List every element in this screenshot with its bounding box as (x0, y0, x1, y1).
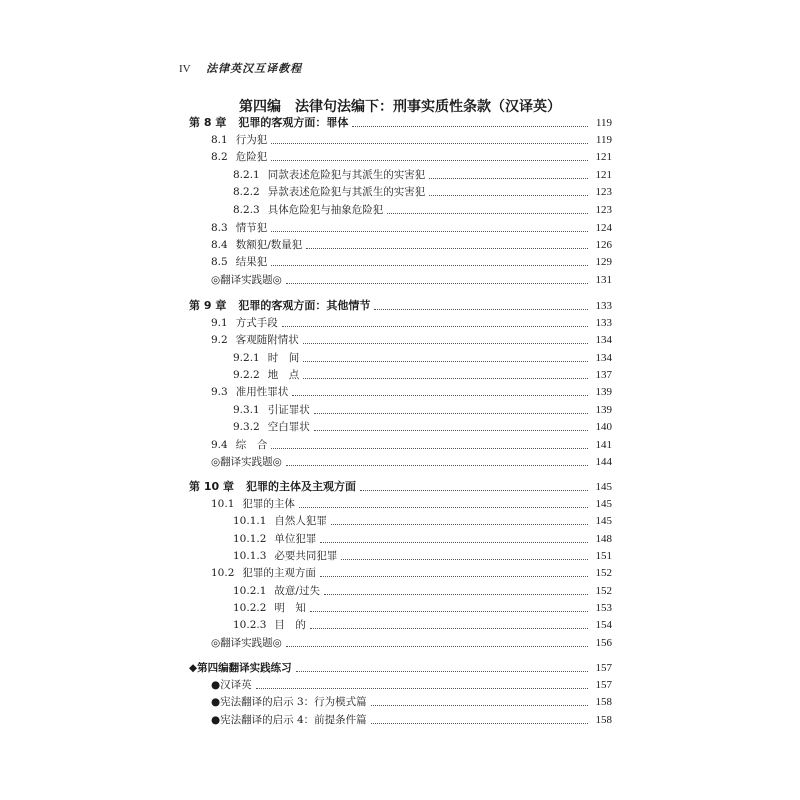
toc-entry-row (233, 419, 612, 435)
toc-entry-title: ●宪法翻译的启示 3：行为模式篇 (211, 696, 367, 708)
toc-entry-number: 第 8 章 (189, 116, 227, 129)
toc-entry-title: 单位犯罪 (274, 533, 317, 545)
toc-entry-row (233, 167, 612, 183)
toc-entry-page: 148 (595, 533, 612, 545)
toc-entry-page: 123 (595, 204, 612, 216)
dot-leader (296, 670, 588, 672)
toc-entry-page: 134 (595, 352, 612, 364)
toc-entry-number: 8.2 (211, 151, 228, 163)
toc-entry-title: 客观随附情状 (235, 334, 299, 346)
toc-entry-row (233, 350, 612, 366)
dot-leader (286, 645, 588, 647)
toc-entry-title: 必要共同犯罪 (274, 550, 338, 562)
toc-entry-row (233, 513, 612, 529)
toc-entry-title: 犯罪的客观方面：罪体 (238, 116, 349, 129)
toc-entry-number: 8.5 (211, 256, 228, 268)
dot-leader (271, 447, 588, 449)
toc-entry-title: 地 点 (267, 369, 300, 381)
toc-entry-title: 数额犯/数量犯 (235, 239, 303, 251)
toc-entry-number: 10.2.3 (233, 619, 267, 631)
toc-entry-row (211, 332, 612, 348)
toc-chapter-row (189, 115, 612, 131)
toc-entry-row (211, 132, 612, 148)
toc-entry-page: 126 (595, 239, 612, 251)
toc-part-row (189, 660, 612, 676)
toc-entry-title: 明 知 (274, 602, 306, 614)
toc-entry-title: ●宪法翻译的启示 4：前提条件篇 (211, 714, 367, 726)
toc-entry-page: 129 (595, 256, 612, 268)
toc-entry-title: 异款表述危险犯与其派生的实害犯 (267, 186, 426, 198)
dot-leader (320, 575, 588, 577)
toc-entry-number: 10.2 (211, 567, 235, 579)
toc-entry-title: 危险犯 (235, 151, 268, 163)
toc-entry-row (233, 531, 612, 547)
toc-entry-title: 犯罪的客观方面：其他情节 (238, 299, 371, 312)
toc-entry-page: 154 (595, 619, 612, 631)
dot-leader (371, 704, 588, 706)
toc-chapter-row (189, 479, 612, 495)
toc-entry-title: 自然人犯罪 (274, 515, 327, 527)
toc-entry-page: 157 (595, 662, 612, 674)
toc-entry-number: 第 9 章 (189, 299, 227, 312)
toc-entry-page: 133 (595, 317, 612, 329)
toc-entry-number: 9.3.1 (233, 404, 260, 416)
toc-entry-page: 134 (595, 334, 612, 346)
dot-leader (387, 212, 588, 214)
toc-entry-number: 10.2.2 (233, 602, 267, 614)
part-title: 第四编 法律句法编下：刑事实质性条款（汉译英） (239, 99, 561, 115)
running-head-page-number: IV (179, 63, 191, 75)
toc-entry-row (211, 677, 612, 693)
toc-entry-page: 131 (595, 274, 612, 286)
toc-entry-page: 139 (595, 404, 612, 416)
toc-entry-row (211, 220, 612, 236)
toc-entry-title: 犯罪的主观方面 (242, 567, 316, 579)
toc-entry-page: 158 (595, 696, 612, 708)
toc-entry-page: 158 (595, 714, 612, 726)
toc-entry-page: 119 (595, 117, 612, 129)
toc-entry-number: 10.1.2 (233, 533, 267, 545)
toc-entry-page: 145 (595, 481, 612, 493)
toc-entry-page: 152 (595, 567, 612, 579)
dot-leader (303, 377, 588, 379)
toc-entry-title: 犯罪的主体及主观方面 (245, 480, 356, 493)
toc-entry-title: ◎翻译实践题◎ (211, 456, 282, 468)
toc-entry-title: 情节犯 (235, 222, 268, 234)
dot-leader (303, 360, 588, 362)
toc-entry-row (211, 635, 612, 651)
toc-entry-page: 133 (595, 300, 612, 312)
toc-entry-row (233, 367, 612, 383)
toc-entry-number: 10.1 (211, 498, 235, 510)
toc-entry-page: 140 (595, 421, 612, 433)
toc-entry-title: 准用性罪状 (235, 386, 289, 398)
dot-leader (374, 308, 588, 310)
dot-leader (360, 489, 588, 491)
dot-leader (271, 142, 588, 144)
dot-leader (286, 282, 588, 284)
toc-entry-number: 8.2.3 (233, 204, 260, 216)
toc-entry-page: 121 (595, 151, 612, 163)
dot-leader (429, 177, 588, 179)
toc-entry-row (211, 384, 612, 400)
toc-entry-title: 结果犯 (235, 256, 268, 268)
toc-entry-number: 10.1.1 (233, 515, 267, 527)
toc-entry-row (211, 454, 612, 470)
toc-entry-row (211, 694, 612, 710)
dot-leader (292, 394, 588, 396)
toc-entry-row (211, 237, 612, 253)
dot-leader (271, 264, 588, 266)
toc-entry-page: 157 (595, 679, 612, 691)
toc-entry-page: 119 (595, 134, 612, 146)
dot-leader (341, 558, 588, 560)
toc-entry-page: 156 (595, 637, 612, 649)
toc-entry-title: ●汉译英 (211, 679, 252, 691)
toc-entry-page: 153 (595, 602, 612, 614)
dot-leader (303, 342, 588, 344)
toc-entry-number: 10.2.1 (233, 585, 267, 597)
toc-entry-number: 9.2.2 (233, 369, 260, 381)
toc-entry-title: 犯罪的主体 (242, 498, 295, 510)
dot-leader (371, 722, 588, 724)
toc-entry-title: 同款表述危险犯与其派生的实害犯 (267, 169, 426, 181)
toc-entry-row (211, 254, 612, 270)
toc-entry-row (211, 712, 612, 728)
toc-entry-title: 空白罪状 (267, 421, 310, 433)
toc-entry-row (211, 565, 612, 581)
dot-leader (306, 247, 588, 249)
toc-entry-title: 具体危险犯与抽象危险犯 (267, 204, 384, 216)
toc-entry-row (233, 600, 612, 616)
toc-entry-number: 第 10 章 (189, 480, 234, 493)
dot-leader (299, 506, 588, 508)
dot-leader (271, 230, 588, 232)
toc-entry-row (211, 496, 612, 512)
toc-entry-row (211, 149, 612, 165)
dot-leader (282, 325, 588, 327)
dot-leader (314, 412, 588, 414)
toc-entry-title: 时 间 (267, 352, 300, 364)
toc-entry-row (233, 583, 612, 599)
toc-entry-number: 9.2 (211, 334, 228, 346)
toc-entry-row (233, 548, 612, 564)
toc-entry-row (211, 272, 612, 288)
dot-leader (331, 523, 588, 525)
toc-entry-row (211, 315, 612, 331)
dot-leader (310, 610, 588, 612)
toc-entry-number: 8.1 (211, 134, 228, 146)
toc-entry-number: 8.2.2 (233, 186, 260, 198)
toc-entry-page: 152 (595, 585, 612, 597)
toc-entry-row (233, 617, 612, 633)
toc-entry-title: 方式手段 (235, 317, 278, 329)
toc-entry-page: 141 (595, 439, 612, 451)
dot-leader (310, 627, 588, 629)
dot-leader (286, 464, 588, 466)
toc-entry-title: 故意/过失 (274, 585, 320, 597)
dot-leader (256, 687, 588, 689)
toc-entry-row (233, 402, 612, 418)
toc-entry-title: 引证罪状 (267, 404, 310, 416)
toc-entry-title: 综 合 (235, 439, 268, 451)
toc-entry-number: 8.2.1 (233, 169, 260, 181)
toc-chapter-row (189, 298, 612, 314)
toc-entry-title: 目 的 (274, 619, 306, 631)
toc-entry-number: 10.1.3 (233, 550, 267, 562)
toc-entry-number: 9.3.2 (233, 421, 260, 433)
toc-entry-row (233, 202, 612, 218)
toc-entry-page: 137 (595, 369, 612, 381)
toc-entry-number: 8.3 (211, 222, 228, 234)
toc-entry-number: 9.1 (211, 317, 228, 329)
toc-entry-number: 9.3 (211, 386, 228, 398)
toc-entry-number: 8.4 (211, 239, 228, 251)
toc-entry-row (233, 184, 612, 200)
toc-entry-title: ◎翻译实践题◎ (211, 637, 282, 649)
toc-entry-title: ◎翻译实践题◎ (211, 274, 282, 286)
dot-leader (324, 593, 588, 595)
toc-entry-page: 151 (595, 550, 612, 562)
toc-entry-page: 123 (595, 186, 612, 198)
toc-entry-row (211, 437, 612, 453)
toc-entry-title: ◆第四编翻译实践练习 (189, 662, 292, 674)
toc-entry-page: 145 (595, 515, 612, 527)
dot-leader (429, 194, 588, 196)
toc-entry-page: 121 (595, 169, 612, 181)
toc-entry-number: 9.2.1 (233, 352, 260, 364)
dot-leader (320, 541, 588, 543)
toc-entry-page: 144 (595, 456, 612, 468)
running-head-book-title: 法律英汉互译教程 (206, 62, 303, 75)
toc-entry-page: 139 (595, 386, 612, 398)
dot-leader (314, 429, 588, 431)
toc-entry-number: 9.4 (211, 439, 228, 451)
toc-entry-page: 124 (595, 222, 612, 234)
dot-leader (352, 125, 588, 127)
toc-entry-page: 145 (595, 498, 612, 510)
dot-leader (271, 159, 588, 161)
toc-entry-title: 行为犯 (235, 134, 268, 146)
